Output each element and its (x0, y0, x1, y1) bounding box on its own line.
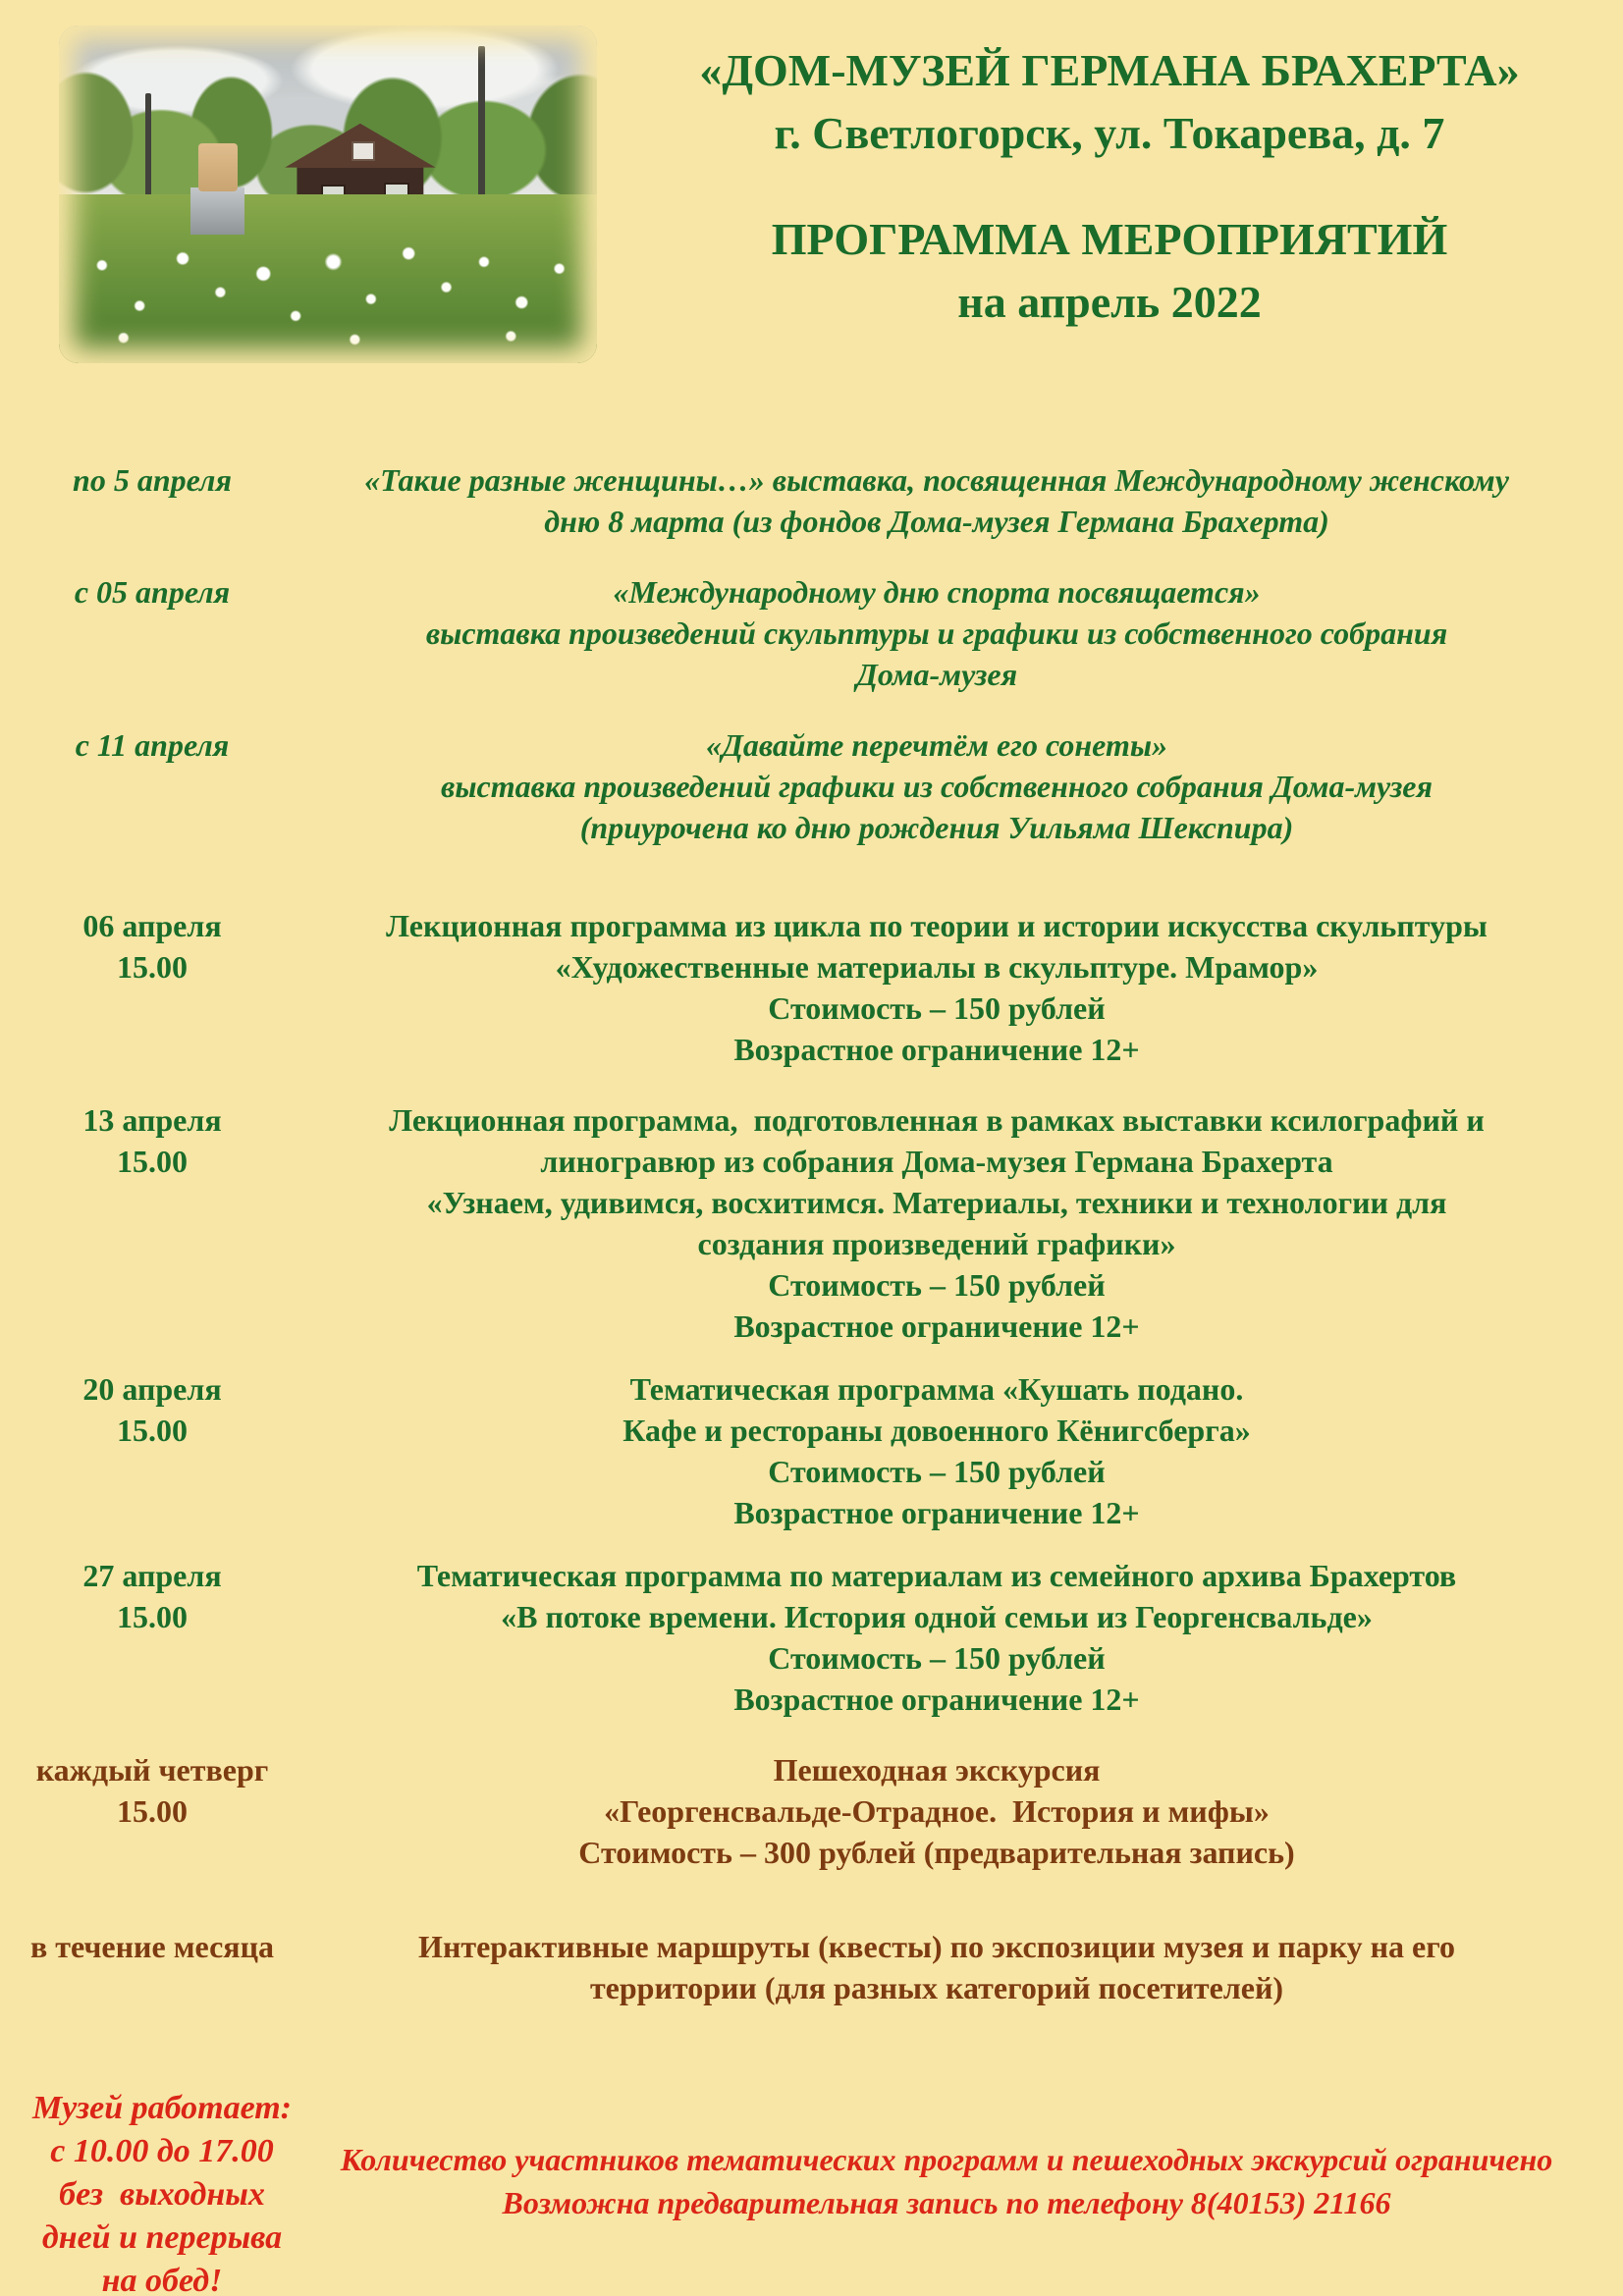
opening-hours-line: без выходных (59, 2176, 265, 2213)
event-time: 15.00 (117, 949, 188, 985)
event-date: 27 апреля (82, 1558, 222, 1593)
event-description-line: территории (для разных категорий посетителей) (589, 1970, 1284, 2005)
event-row (29, 1926, 1598, 2008)
event-time: 15.00 (117, 1413, 188, 1448)
event-description (275, 1555, 1598, 1720)
event-description-line: «Давайте перечтём его сонеты» (705, 727, 1168, 763)
booking-note-line: Возможна предварительная запись по телефону 8(40153) 21166 (502, 2185, 1391, 2220)
opening-hours-line: с 10.00 до 17.00 (50, 2133, 274, 2169)
event-time: 15.00 (117, 1793, 188, 1829)
event-description (275, 724, 1598, 848)
event-description (275, 1099, 1598, 1347)
schedule (29, 459, 1598, 2008)
event-description (275, 1368, 1598, 1533)
museum-title: «ДОМ-МУЗЕЙ ГЕРМАНА БРАХЕРТА» (699, 45, 1520, 95)
event-description-line: «В потоке времени. История одной семьи из Георгенсвальде» (501, 1599, 1373, 1634)
event-description-line: Дома-музея (855, 657, 1018, 692)
event-time: 15.00 (117, 1599, 188, 1634)
event-description-line: Лекционная программа из цикла по теории и истории искусства скульптуры (386, 908, 1488, 943)
event-description-line: «Художественные материалы в скульптуре. Мрамор» (555, 949, 1319, 985)
event-description-line: Стоимость – 150 рублей (768, 990, 1106, 1026)
event-date: 06 апреля (82, 908, 222, 943)
event-description-line: Возрастное ограничение 12+ (733, 1495, 1140, 1530)
event-row (29, 459, 1598, 542)
event-date: с 05 апреля (74, 574, 231, 610)
event-description-line: «Узнаем, удивимся, восхитимся. Материалы, техники и технологии для (426, 1185, 1447, 1220)
event-description-line: дню 8 марта (из фондов Дома-музея Германа Брахерта) (544, 504, 1329, 539)
event-description-line: «Такие разные женщины…» выставка, посвященная Международному женскому (364, 462, 1509, 498)
event-row (29, 1555, 1598, 1720)
event-description-line: линогравюр из собрания Дома-музея Германа Брахерта (540, 1144, 1333, 1179)
event-date-cell (29, 1926, 275, 1967)
event-row (29, 571, 1598, 695)
event-description-line: Тематическая программа «Кушать подано. (629, 1371, 1244, 1407)
event-date-cell (29, 724, 275, 766)
program-title-block (614, 208, 1605, 334)
event-date-cell (29, 1099, 275, 1182)
event-date: с 11 апреля (75, 727, 230, 763)
event-date-cell (29, 1555, 275, 1637)
event-date: 13 апреля (82, 1102, 222, 1138)
event-description-line: Пешеходная экскурсия (773, 1752, 1101, 1788)
event-date: каждый четверг (35, 1752, 269, 1788)
event-description-line: «Георгенсвальде-Отрадное. История и мифы» (604, 1793, 1270, 1829)
event-description-line: создания произведений графики» (697, 1226, 1176, 1261)
event-description-line: Стоимость – 300 рублей (предварительная запись) (578, 1835, 1295, 1870)
event-description (275, 1749, 1598, 1873)
opening-hours-line: Музей работает: (31, 2090, 292, 2126)
event-description-line: Возрастное ограничение 12+ (733, 1308, 1140, 1344)
program-title: ПРОГРАММА МЕРОПРИЯТИЙ (771, 214, 1448, 264)
event-date-cell (29, 1749, 275, 1832)
opening-hours-line: на обед! (101, 2263, 223, 2296)
event-description-line: Возрастное ограничение 12+ (733, 1032, 1140, 1067)
event-row (29, 1749, 1598, 1873)
event-description-line: «Международному дню спорта посвящается» (613, 574, 1261, 610)
event-date-cell (29, 905, 275, 988)
event-date-cell (29, 571, 275, 613)
event-date: по 5 апреля (73, 462, 232, 498)
opening-hours (29, 2087, 295, 2296)
program-period: на апрель 2022 (957, 277, 1262, 327)
event-date-cell (29, 459, 275, 501)
photo-feather-edge (59, 26, 597, 363)
event-row (29, 1368, 1598, 1533)
booking-note (295, 2138, 1598, 2224)
event-description (275, 905, 1598, 1070)
event-description-line: (приурочена ко дню рождения Уильяма Шекспира) (579, 810, 1294, 845)
event-description-line: Интерактивные маршруты (квесты) по экспозиции музея и парку на его (418, 1929, 1455, 1964)
booking-note-line: Количество участников тематических программ и пешеходных экскурсий ограничено (340, 2142, 1553, 2177)
event-description-line: Стоимость – 150 рублей (768, 1267, 1106, 1303)
museum-address: г. Светлогорск, ул. Токарева, д. 7 (774, 108, 1445, 158)
museum-photo (59, 26, 597, 363)
event-row (29, 724, 1598, 848)
event-description-line: Стоимость – 150 рублей (768, 1454, 1106, 1489)
footer (29, 2087, 1598, 2296)
event-description (275, 1926, 1598, 2008)
event-time: 15.00 (117, 1144, 188, 1179)
event-description-line: выставка произведений скульптуры и графики из собственного собрания (425, 615, 1448, 651)
event-description-line: Тематическая программа по материалам из семейного архива Брахертов (416, 1558, 1457, 1593)
event-description-line: Кафе и рестораны довоенного Кёнигсберга» (622, 1413, 1251, 1448)
opening-hours-line: дней и перерыва (41, 2219, 283, 2256)
event-row (29, 905, 1598, 1070)
event-date: в течение месяца (29, 1929, 275, 1964)
event-date-cell (29, 1368, 275, 1451)
event-row (29, 1099, 1598, 1347)
header (614, 39, 1605, 334)
event-description-line: выставка произведений графики из собственного собрания Дома-музея (441, 769, 1433, 804)
event-description-line: Возрастное ограничение 12+ (733, 1682, 1140, 1717)
event-description (275, 459, 1598, 542)
event-description-line: Стоимость – 150 рублей (768, 1640, 1106, 1676)
event-description (275, 571, 1598, 695)
event-date: 20 апреля (82, 1371, 222, 1407)
event-description-line: Лекционная программа, подготовленная в рамках выставки ксилографий и (389, 1102, 1485, 1138)
